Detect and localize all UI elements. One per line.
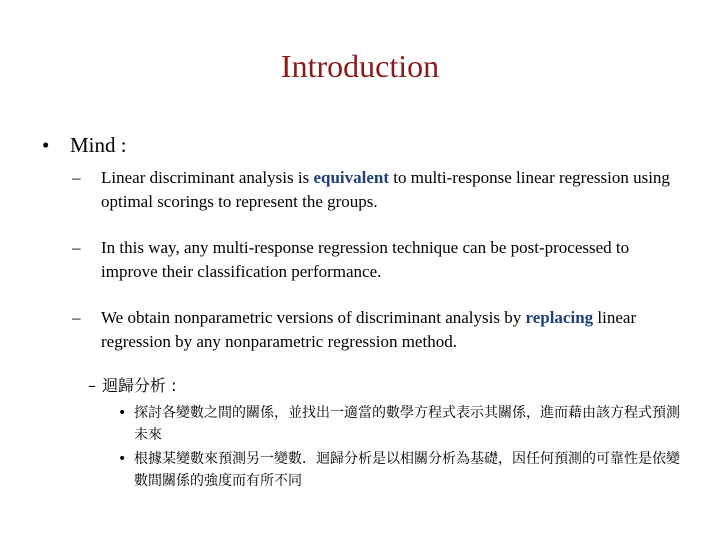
slide-title: Introduction — [280, 48, 440, 84]
sub-item-text — [101, 306, 672, 354]
highlight-equivalent: equivalent — [313, 168, 390, 187]
dash: – — [88, 376, 96, 395]
text-part: We obtain nonparametric versions of discriminant analysis by — [101, 308, 526, 327]
dash: – — [72, 308, 81, 327]
bullet-dot: • — [118, 451, 127, 467]
sub-item-text: In this way, any multi-response regression technique can be post-processed to improve their classification performance. — [101, 238, 630, 281]
regression-points — [118, 402, 688, 494]
dash: – — [72, 168, 81, 187]
sub-item-3 — [72, 306, 672, 354]
regression-heading — [88, 374, 176, 398]
regression-point-text: 根據某變數來預測另一變數．迴歸分析是以相關分析為基礎，因任何預測的可靠性是依變數間關係的強度而有所不同 — [134, 451, 680, 489]
bullet-dot: • — [118, 405, 127, 421]
bullet-dot: • — [42, 133, 50, 157]
dash: – — [72, 238, 81, 257]
text-part: Linear discriminant analysis is — [101, 168, 314, 187]
mind-label: Mind : — [70, 133, 127, 157]
sub-item-1 — [72, 166, 672, 214]
regression-point-text: 探討各變數之間的關係，並找出一適當的數學方程式表示其關係，進而藉由該方程式預測未來 — [134, 405, 680, 443]
highlight-replacing: replacing — [525, 308, 594, 327]
regression-point-1 — [118, 402, 688, 446]
regression-label: 迴歸分析 : — [102, 376, 177, 395]
sub-item-2 — [72, 236, 672, 284]
text-part: to multi-response linear regression using optimal scorings to represent the groups. — [101, 168, 670, 211]
regression-point-2 — [118, 448, 688, 492]
sub-item-text — [101, 166, 672, 214]
mind-bullet — [42, 132, 127, 158]
text-part: linear regression by any nonparametric regression method. — [101, 308, 637, 351]
